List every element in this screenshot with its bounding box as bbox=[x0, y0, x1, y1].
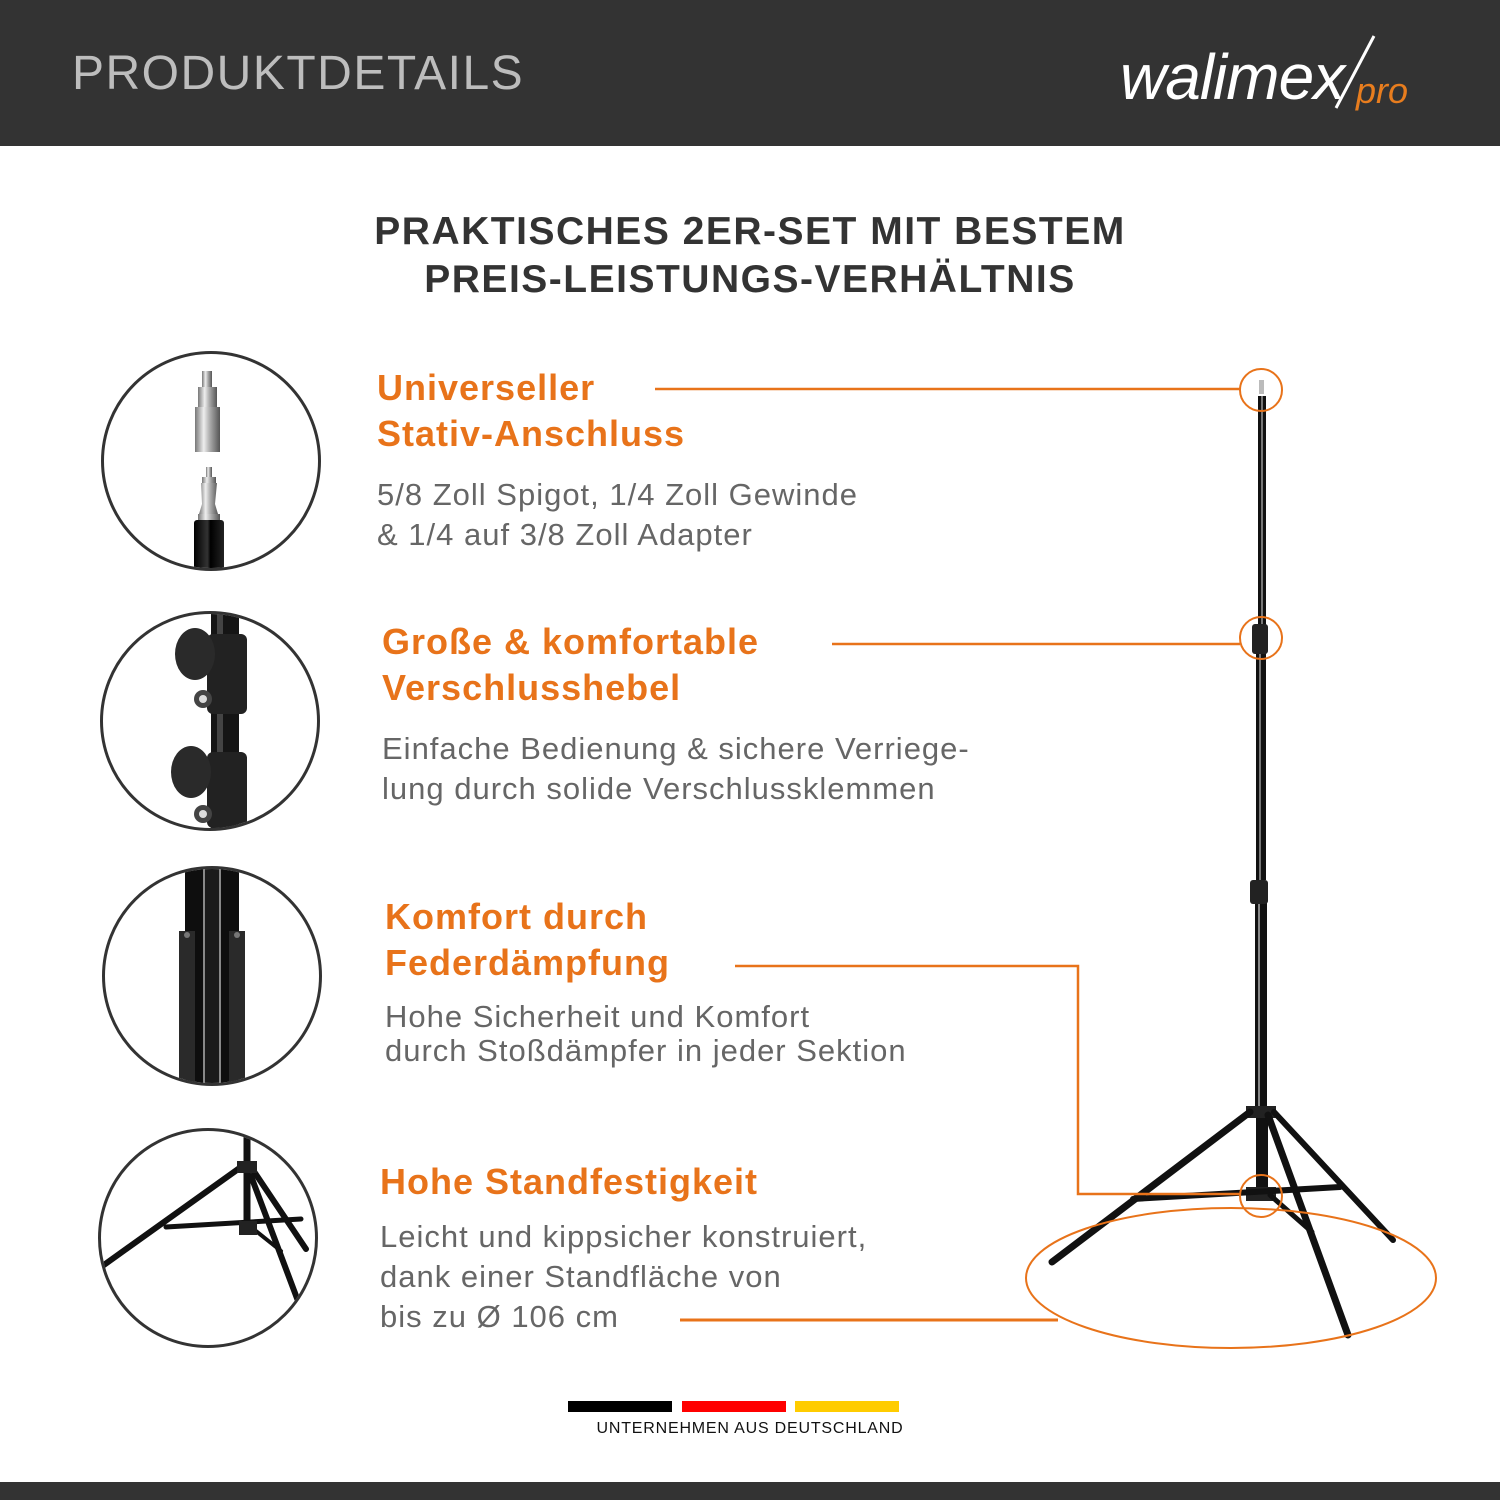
flag-stripe-red bbox=[682, 1401, 786, 1412]
feature-title-line: Komfort durch bbox=[385, 896, 648, 937]
flag-stripe-gold bbox=[795, 1401, 899, 1412]
made-in-germany-label: UNTERNEHMEN AUS DEUTSCHLAND bbox=[596, 1420, 904, 1437]
headline-line-2: PREIS-LEISTUNGS-VERHÄLTNIS bbox=[424, 258, 1076, 301]
feature-title-line: Universeller bbox=[377, 367, 596, 408]
feature-title-line: Große & komfortable bbox=[382, 621, 760, 662]
footer-bar bbox=[0, 1482, 1500, 1500]
feature-desc-line: 5/8 Zoll Spigot, 1/4 Zoll Gewinde bbox=[377, 477, 859, 512]
stand-pole bbox=[1246, 380, 1276, 1201]
feature-desc-line: durch Stoßdämpfer in jeder Sektion bbox=[385, 1033, 907, 1068]
feature-desc-line: & 1/4 auf 3/8 Zoll Adapter bbox=[377, 517, 753, 552]
page-title: PRODUKTDETAILS bbox=[72, 47, 525, 100]
callout-lines bbox=[655, 369, 1436, 1348]
feature-desc-line: bis zu Ø 106 cm bbox=[380, 1299, 619, 1334]
feature-desc-line: Leicht und kippsicher konstruiert, bbox=[380, 1219, 868, 1254]
feature-desc-line: Einfache Bedienung & sichere Verriege- bbox=[382, 731, 970, 766]
feature-desc-line: dank einer Standfläche von bbox=[380, 1259, 782, 1294]
feature-title-line: Federdämpfung bbox=[385, 942, 671, 983]
brand-suffix: pro bbox=[1356, 70, 1409, 111]
feature-title-line: Stativ-Anschluss bbox=[377, 413, 686, 454]
headline-line-1: PRAKTISCHES 2ER-SET MIT BESTEM bbox=[374, 210, 1126, 253]
feature-desc-line: Hohe Sicherheit und Komfort bbox=[385, 999, 811, 1034]
brand-name: walimex bbox=[1120, 41, 1345, 113]
flag-stripe-black bbox=[568, 1401, 672, 1412]
feature-desc-line: lung durch solide Verschlussklemmen bbox=[382, 771, 936, 806]
feature-title-line: Hohe Standfestigkeit bbox=[380, 1161, 759, 1202]
feature-title-line: Verschlusshebel bbox=[382, 667, 682, 708]
